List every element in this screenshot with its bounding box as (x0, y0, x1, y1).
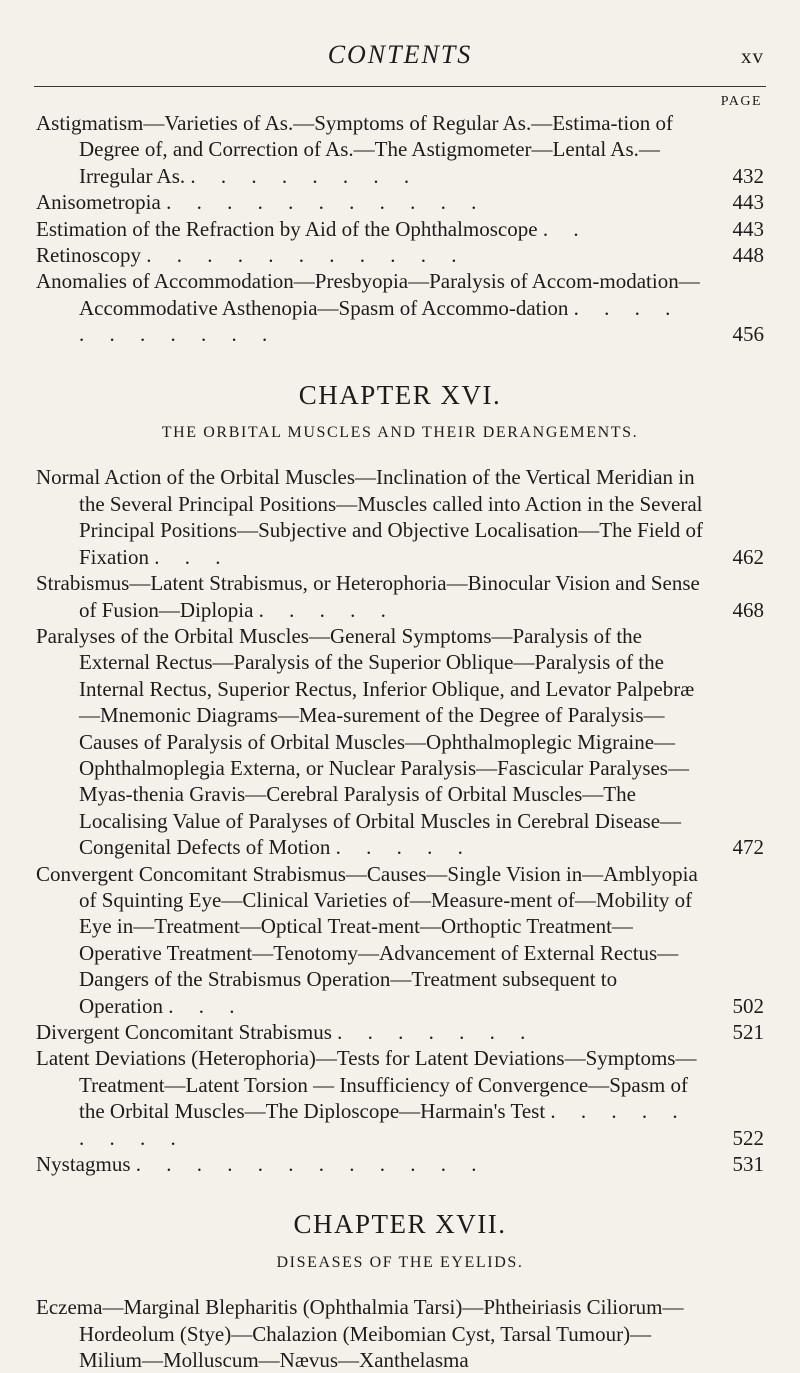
toc-entry (36, 1294, 764, 1373)
toc-entry-page-number: 521 (732, 1020, 764, 1044)
toc-entry-title: Paralyses of the Orbital Muscles—General Symptoms—Paralysis of the External Rectus—Paralysis of the Superior Oblique—Paralysis of the Internal Rectus, Superior Rectus, Inferior Oblique, and Levator Palpebræ—Mnemonic Diagrams—Mea-surement of the Degree of Paralysis—Causes of Paralysis of Orbital Muscles—Ophthalmoplegic Migraine—Ophthalmoplegia Externa, or Nuclear Paralysis—Fascicular Paralyses—Myas-thenia Gravis—Cerebral Paralysis of Orbital Muscles—The Localising Value of Paralyses of Orbital Muscles in Cerebral Disease—Congenital Defects of Motion (36, 623, 695, 860)
toc-entry-page-number: 432 (732, 163, 764, 188)
toc-entry (36, 1019, 764, 1045)
toc-entry-title: Anisometropia (36, 190, 161, 215)
toc-entry (36, 189, 764, 215)
dot-leader: . . (542, 216, 589, 241)
dot-leader: . . . . . . . . . . . (146, 243, 467, 268)
dot-leader: . . . (154, 544, 231, 569)
toc-entry-title: Eczema—Marginal Blepharitis (Ophthalmia Tarsi)—Phtheiriasis Ciliorum—Hordeolum (Stye)—Chalazion (Meibomian Cyst, Tarsal Tumour)—Milium—Molluscum—Nævus—Xanthelasma (36, 1295, 684, 1373)
dot-leader: . . . . . (258, 597, 396, 622)
dot-leader: . . . . . (335, 835, 473, 860)
chapter-xvi-heading: CHAPTER XVI. (298, 379, 502, 410)
dot-leader: . . . . . . . . . . . (166, 190, 487, 215)
toc-entry (36, 268, 764, 347)
toc-entry-page-number: 456 (732, 322, 764, 347)
toc-entry (36, 216, 764, 242)
toc-entry-title: Estimation of the Refraction by Aid of the Ophthalmoscope (36, 216, 538, 241)
toc-entry-title: Retinoscopy (36, 243, 141, 268)
toc-entry-page-number: 472 (732, 835, 764, 860)
toc-entry-page-number: 443 (732, 216, 764, 241)
toc-entry-title: Astigmatism—Varieties of As.—Symptoms of Regular As.—Estima-tion of Degree of, and Correction of As.—The Astigmometer—Lental As.—Irregular As. (36, 111, 673, 188)
dot-leader: . . . . . . . (337, 1020, 536, 1044)
running-head (36, 40, 764, 80)
toc-entry-title: Strabismus—Latent Strabismus, or Heterophoria—Binocular Vision and Sense of Fusion—Diplopia (36, 571, 700, 622)
chapter-xvi-entry-list (36, 464, 764, 1177)
toc-entry-page-number: 443 (732, 190, 764, 215)
toc-entry-title: Normal Action of the Orbital Muscles—Inclination of the Vertical Meridian in the Several Principal Positions—Muscles called into Action in the Several Principal Positions—Subjective and Objective Localisation—The Field of Fixation (36, 465, 704, 569)
running-title: CONTENTS (327, 40, 473, 69)
toc-entry (36, 623, 764, 861)
toc-entry-title: Convergent Concomitant Strabismus—Causes—Single Vision in—Amblyopia of Squinting Eye—Clinical Varieties of—Measure-ment of—Mobility of Eye in—Treatment—Optical Treat-ment—Orthoptic Treatment—Operative Treatment—Tenotomy—Advancement of External Rectus—Dangers of the Strabismus Operation—Treatment subsequent to Operation (36, 861, 698, 1018)
toc-entry (36, 570, 764, 623)
dot-leader: . . . . . . . . . . . . (135, 1152, 487, 1177)
toc-entry-page-number: 462 (732, 544, 764, 569)
table-of-contents (36, 110, 764, 1373)
page-column-label: PAGE (720, 94, 762, 109)
toc-entry-page-number: 522 (732, 1125, 764, 1150)
toc-entry (36, 242, 764, 268)
intro-entry-list (36, 110, 764, 348)
toc-entry-title: Nystagmus (36, 1152, 131, 1177)
dot-leader: . . . . . . . . . . . (79, 295, 681, 347)
page-number: xv (741, 44, 764, 68)
toc-entry-page-number: 468 (732, 597, 764, 622)
chapter-xvi-subtitle: THE ORBITAL MUSCLES AND THEIR DERANGEMENTS. (161, 424, 639, 442)
toc-entry-title: Latent Deviations (Heterophoria)—Tests for Latent Deviations—Symptoms—Treatment—Latent Torsion — Insufficiency of Convergence—Spasm of the Orbital Muscles—The Diploscope—Harmain's Test (36, 1046, 697, 1124)
toc-entry (36, 464, 764, 570)
toc-entry-title: Anomalies of Accommodation—Presbyopia—Paralysis of Accom-modation—Accommodative Asthenopia—Spasm of Accommo-dation (36, 269, 700, 320)
dot-leader: . . . . . . . . (190, 163, 420, 188)
chapter-xvii-subtitle: DISEASES OF THE EYELIDS. (276, 1253, 524, 1271)
toc-entry-title: Divergent Concomitant Strabismus (36, 1020, 332, 1044)
dot-leader: . . . . . . . . . (79, 1099, 688, 1150)
toc-entry (36, 1151, 764, 1177)
toc-entry-page-number: 531 (732, 1152, 764, 1177)
toc-entry (36, 1045, 764, 1151)
toc-entry-page-number: 502 (732, 993, 764, 1018)
dot-leader: . . . (168, 993, 245, 1018)
toc-entry (36, 861, 764, 1019)
toc-entry (36, 110, 764, 189)
header-rule (34, 86, 766, 87)
chapter-xvii-entry-list (36, 1294, 764, 1373)
chapter-xvii-heading: CHAPTER XVII. (293, 1209, 507, 1240)
toc-entry-page-number: 448 (732, 243, 764, 268)
